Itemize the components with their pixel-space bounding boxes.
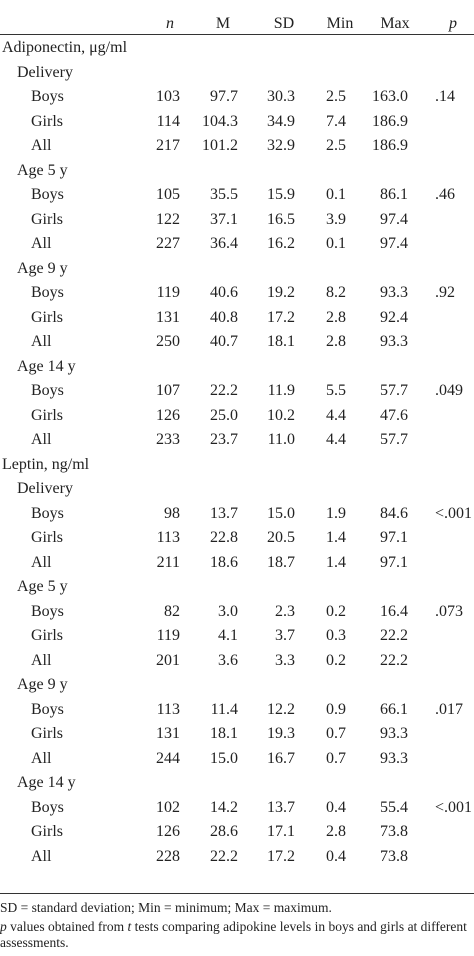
cell-sd: 18.7 xyxy=(267,553,295,571)
cell-n: 82 xyxy=(164,602,180,620)
cell-sd: 10.2 xyxy=(267,406,295,424)
cell-m: 40.6 xyxy=(210,284,238,301)
cell-n: 131 xyxy=(156,308,180,326)
cell-m: 22.8 xyxy=(210,529,238,546)
bottom-rule xyxy=(0,893,474,894)
cell-max: 186.9 xyxy=(372,112,408,130)
table-row xyxy=(0,551,474,576)
group-label: Age 5 y xyxy=(17,578,68,595)
cell-m: 37.1 xyxy=(210,210,238,228)
cell-m: 13.7 xyxy=(210,504,238,522)
cell-m: 40.8 xyxy=(210,308,238,326)
cell-min: 0.2 xyxy=(326,651,346,669)
cell-min: 0.4 xyxy=(326,847,346,865)
cell-m: 15.0 xyxy=(210,749,238,767)
cell-max: 92.4 xyxy=(380,308,408,326)
footnote-t-symbol: t xyxy=(127,919,132,934)
cell-m: 97.7 xyxy=(210,88,238,105)
cell-p-value: <.001 xyxy=(435,798,473,816)
cell-sd: 32.9 xyxy=(267,137,295,154)
cell-sd: 11.9 xyxy=(267,382,295,399)
cell-m: 18.1 xyxy=(210,725,238,742)
cell-n: 228 xyxy=(156,847,180,865)
row-label: Boys xyxy=(31,284,64,301)
cell-n: 105 xyxy=(156,186,180,203)
table-row xyxy=(0,722,474,747)
cell-max: 73.8 xyxy=(380,823,408,840)
group-label: Delivery xyxy=(17,480,73,497)
cell-min: 0.3 xyxy=(326,627,346,644)
cell-min: 8.2 xyxy=(326,284,346,301)
cell-n: 102 xyxy=(156,798,180,816)
cell-min: 1.9 xyxy=(326,504,346,522)
cell-n: 119 xyxy=(156,284,180,301)
table-row xyxy=(0,698,474,723)
row-label: All xyxy=(31,651,52,669)
cell-n: 250 xyxy=(156,333,180,350)
cell-min: 0.4 xyxy=(326,798,346,816)
col-header-min: Min xyxy=(326,15,354,32)
section-title: Adiponectin, μg/ml xyxy=(2,39,128,56)
cell-p-value: .049 xyxy=(435,382,463,399)
row-label: Boys xyxy=(31,798,64,816)
cell-max: 93.3 xyxy=(380,749,408,767)
cell-m: 40.7 xyxy=(210,333,238,350)
cell-sd: 15.9 xyxy=(267,186,295,203)
cell-sd: 17.2 xyxy=(267,308,295,326)
cell-n: 107 xyxy=(156,382,180,399)
table-row xyxy=(0,845,474,870)
cell-sd: 11.0 xyxy=(267,431,295,448)
cell-sd: 2.3 xyxy=(275,602,295,620)
cell-sd: 12.2 xyxy=(267,700,295,718)
cell-m: 3.0 xyxy=(218,602,238,620)
cell-min: 0.7 xyxy=(326,725,346,742)
group-label: Age 9 y xyxy=(17,676,68,693)
row-label: Girls xyxy=(31,308,63,326)
cell-min: 1.4 xyxy=(326,529,346,546)
cell-min: 2.5 xyxy=(326,137,346,154)
cell-n: 119 xyxy=(156,627,180,644)
cell-n: 244 xyxy=(156,749,180,767)
cell-n: 113 xyxy=(156,529,180,546)
table-row xyxy=(0,281,474,306)
cell-n: 126 xyxy=(156,406,180,424)
cell-max: 57.7 xyxy=(380,431,408,448)
cell-max: 186.9 xyxy=(372,137,408,154)
table-row xyxy=(0,747,474,772)
table-header-row xyxy=(0,12,474,37)
group-label: Age 5 y xyxy=(17,161,68,179)
table-row xyxy=(0,85,474,110)
cell-min: 0.2 xyxy=(326,602,346,620)
table-row xyxy=(0,110,474,135)
cell-min: 5.5 xyxy=(326,382,346,399)
cell-sd: 19.3 xyxy=(267,725,295,742)
row-label: Boys xyxy=(31,382,64,399)
cell-m: 28.6 xyxy=(210,823,238,840)
col-header-mean: M xyxy=(215,15,231,32)
row-label: All xyxy=(31,333,52,350)
cell-max: 97.4 xyxy=(380,235,408,252)
group-label-row xyxy=(0,673,474,698)
cell-sd: 15.0 xyxy=(267,504,295,522)
group-label-row xyxy=(0,257,474,282)
cell-sd: 20.5 xyxy=(267,529,295,546)
cell-n: 131 xyxy=(156,725,180,742)
cell-m: 3.6 xyxy=(218,651,238,669)
cell-sd: 16.2 xyxy=(267,235,295,252)
cell-max: 93.3 xyxy=(380,725,408,742)
cell-p-value: .46 xyxy=(435,186,455,203)
cell-min: 0.9 xyxy=(326,700,346,718)
cell-sd: 19.2 xyxy=(267,284,295,301)
row-label: Boys xyxy=(31,700,64,718)
cell-sd: 30.3 xyxy=(267,88,295,105)
cell-m: 22.2 xyxy=(210,847,238,865)
group-label-row xyxy=(0,477,474,502)
cell-sd: 17.1 xyxy=(267,823,295,840)
cell-m: 104.3 xyxy=(202,112,238,130)
cell-p-value: <.001 xyxy=(435,504,473,522)
cell-p-value: .92 xyxy=(435,284,455,301)
cell-n: 217 xyxy=(156,137,180,154)
row-label: All xyxy=(31,749,52,767)
cell-m: 101.2 xyxy=(202,137,238,154)
cell-p-value: .14 xyxy=(435,88,455,105)
cell-max: 55.4 xyxy=(380,798,408,816)
footnote-p-text-2: tests comparing adipokine levels in boys and girls at different assessments. xyxy=(0,919,467,950)
cell-min: 0.1 xyxy=(326,186,346,203)
cell-m: 25.0 xyxy=(210,406,238,424)
cell-m: 14.2 xyxy=(210,798,238,816)
row-label: Girls xyxy=(31,725,63,742)
group-label: Delivery xyxy=(17,63,73,81)
group-label: Age 9 y xyxy=(17,259,68,277)
cell-max: 84.6 xyxy=(380,504,408,522)
section-title-row xyxy=(0,453,474,478)
cell-min: 2.8 xyxy=(326,823,346,840)
footnote-p-text-1: values obtained from xyxy=(6,919,128,934)
table-row xyxy=(0,134,474,159)
section-title: Leptin, ng/ml xyxy=(2,455,90,473)
cell-max: 22.2 xyxy=(380,651,408,669)
cell-m: 22.2 xyxy=(210,382,238,399)
cell-n: 122 xyxy=(156,210,180,228)
cell-min: 4.4 xyxy=(326,406,346,424)
table-row xyxy=(0,183,474,208)
table-row xyxy=(0,379,474,404)
table-row xyxy=(0,649,474,674)
group-label-row xyxy=(0,771,474,796)
row-label: Girls xyxy=(31,112,63,130)
table-row xyxy=(0,600,474,625)
footnote-abbreviations: SD = standard deviation; Min = minimum; Max = maximum. xyxy=(0,900,332,915)
cell-max: 93.3 xyxy=(380,284,408,301)
cell-max: 97.1 xyxy=(380,529,408,546)
group-label: Age 14 y xyxy=(17,357,76,375)
row-label: Boys xyxy=(31,504,64,522)
table-row xyxy=(0,796,474,821)
row-label: All xyxy=(31,553,52,571)
cell-m: 36.4 xyxy=(210,235,238,252)
table-row xyxy=(0,526,474,551)
footnote-p-symbol: p xyxy=(0,919,7,934)
cell-min: 2.5 xyxy=(326,88,346,105)
cell-p-value: .073 xyxy=(435,602,463,620)
col-header-p: p xyxy=(449,15,457,32)
cell-n: 227 xyxy=(156,235,180,252)
cell-sd: 3.3 xyxy=(275,651,295,669)
cell-m: 4.1 xyxy=(218,627,238,644)
cell-n: 126 xyxy=(156,823,180,840)
group-label: Age 14 y xyxy=(17,774,76,791)
group-label-row xyxy=(0,355,474,380)
cell-max: 47.6 xyxy=(380,406,408,424)
table-row xyxy=(0,624,474,649)
row-label: All xyxy=(31,137,52,154)
cell-min: 4.4 xyxy=(326,431,346,448)
table-row xyxy=(0,502,474,527)
cell-n: 113 xyxy=(156,700,180,718)
col-header-max: Max xyxy=(380,15,410,32)
col-header-sd: SD xyxy=(273,15,295,32)
group-label-row xyxy=(0,575,474,600)
row-label: Boys xyxy=(31,88,64,105)
table-row xyxy=(0,306,474,331)
cell-min: 1.4 xyxy=(326,553,346,571)
cell-n: 98 xyxy=(164,504,180,522)
cell-m: 11.4 xyxy=(210,700,238,718)
footnote-p-values xyxy=(0,919,474,951)
row-label: All xyxy=(31,235,52,252)
row-label: Girls xyxy=(31,823,63,840)
row-label: Girls xyxy=(31,627,63,644)
col-header-n: n xyxy=(166,15,174,32)
cell-sd: 18.1 xyxy=(267,333,295,350)
group-label-row xyxy=(0,159,474,184)
cell-n: 103 xyxy=(156,88,180,105)
cell-max: 97.1 xyxy=(380,553,408,571)
row-label: Girls xyxy=(31,529,63,546)
row-label: Boys xyxy=(31,602,64,620)
row-label: All xyxy=(31,431,52,448)
cell-min: 0.7 xyxy=(326,749,346,767)
row-label: Girls xyxy=(31,210,63,228)
cell-n: 201 xyxy=(156,651,180,669)
cell-sd: 3.7 xyxy=(275,627,295,644)
cell-max: 73.8 xyxy=(380,847,408,865)
group-label-row xyxy=(0,61,474,86)
cell-max: 22.2 xyxy=(380,627,408,644)
cell-sd: 16.5 xyxy=(267,210,295,228)
table-row xyxy=(0,428,474,453)
table-row xyxy=(0,208,474,233)
cell-min: 2.8 xyxy=(326,308,346,326)
cell-p-value: .017 xyxy=(435,700,463,718)
cell-min: 3.9 xyxy=(326,210,346,228)
section-title-row xyxy=(0,36,474,61)
row-label: All xyxy=(31,847,52,865)
cell-n: 233 xyxy=(156,431,180,448)
cell-max: 16.4 xyxy=(380,602,408,620)
table-row xyxy=(0,232,474,257)
cell-n: 114 xyxy=(156,112,180,130)
cell-m: 23.7 xyxy=(210,431,238,448)
cell-sd: 16.7 xyxy=(267,749,295,767)
table-row xyxy=(0,330,474,355)
cell-m: 35.5 xyxy=(210,186,238,203)
table-row xyxy=(0,820,474,845)
row-label: Girls xyxy=(31,406,63,424)
cell-sd: 17.2 xyxy=(267,847,295,865)
cell-min: 0.1 xyxy=(326,235,346,252)
cell-min: 7.4 xyxy=(326,112,346,130)
cell-max: 57.7 xyxy=(380,382,408,399)
cell-max: 97.4 xyxy=(380,210,408,228)
cell-max: 163.0 xyxy=(372,88,408,105)
cell-max: 86.1 xyxy=(380,186,408,203)
cell-max: 66.1 xyxy=(380,700,408,718)
row-label: Boys xyxy=(31,186,64,203)
cell-n: 211 xyxy=(156,553,180,571)
cell-sd: 34.9 xyxy=(267,112,295,130)
cell-max: 93.3 xyxy=(380,333,408,350)
table-row xyxy=(0,404,474,429)
cell-sd: 13.7 xyxy=(267,798,295,816)
cell-m: 18.6 xyxy=(210,553,238,571)
cell-min: 2.8 xyxy=(326,333,346,350)
